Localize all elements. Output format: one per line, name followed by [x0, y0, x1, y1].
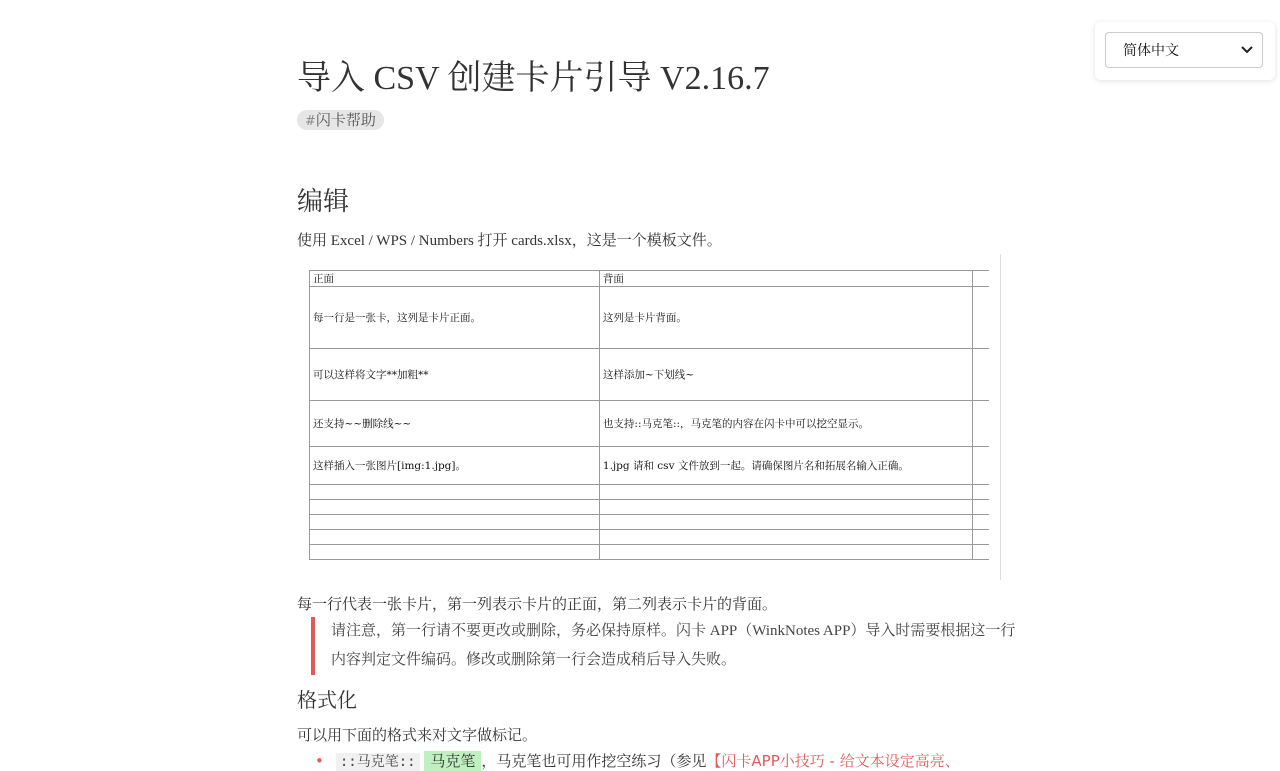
spreadsheet-table: [309, 270, 989, 560]
table-cell: 也支持::马克笔::，马克笔的内容在闪卡中可以挖空显示。: [599, 401, 972, 447]
table-cell: [973, 545, 989, 560]
table-cell: [599, 530, 972, 545]
table-cell: [973, 500, 989, 515]
table-cell: [310, 545, 600, 560]
table-cell: [973, 515, 989, 530]
format-intro-text: 可以用下面的格式来对文字做标记。: [297, 726, 538, 744]
table-cell: [310, 500, 600, 515]
table-cell: [310, 530, 600, 545]
table-row: [310, 500, 990, 515]
table-row: [310, 287, 990, 349]
section-heading-format: 格式化: [297, 688, 357, 712]
table-row: [310, 545, 990, 560]
list-item-text: ，马克笔也可用作挖空练习（参见: [481, 752, 707, 770]
sheet-divider: [1000, 254, 1001, 580]
after-sheet-text: 每一行代表一张卡片，第一列表示卡片的正面，第二列表示卡片的背面。: [297, 595, 778, 613]
table-row: [310, 447, 990, 485]
table-cell: [599, 500, 972, 515]
highlight-mark: 马克笔: [424, 751, 481, 771]
table-cell: [973, 349, 989, 401]
language-select-value: 简体中文: [1123, 43, 1179, 59]
table-row: [310, 515, 990, 530]
tag-label: 闪卡帮助: [315, 111, 376, 129]
note-blockquote: 请注意，第一行请不要更改或删除，务必保持原样。闪卡 APP（WinkNotes APP）导入时需要根据这一行内容判定文件编码。修改或删除第一行会造成稍后导入失败。: [311, 617, 1023, 675]
table-cell: 还支持~~删除线~~: [310, 401, 600, 447]
table-cell: 背面: [599, 271, 972, 287]
table-cell: [599, 515, 972, 530]
table-cell: [973, 530, 989, 545]
bullet-icon: •: [315, 752, 324, 770]
table-cell: 每一行是一张卡，这列是卡片正面。: [310, 287, 600, 349]
table-cell: 可以这样将文字**加粗**: [310, 349, 600, 401]
table-row: [310, 349, 990, 401]
table-cell: [310, 485, 600, 500]
table-row: [310, 271, 990, 287]
table-cell: 这列是卡片背面。: [599, 287, 972, 349]
table-cell: [973, 485, 989, 500]
spreadsheet-image: [301, 254, 1001, 580]
table-cell: [973, 401, 989, 447]
language-selector-panel: [1095, 22, 1275, 80]
page-title: 导入 CSV 创建卡片引导 V2.16.7: [297, 60, 770, 97]
table-cell: 这样插入一张图片[img:1.jpg]。: [310, 447, 600, 485]
tag-badge[interactable]: [297, 110, 384, 130]
table-cell: 1.jpg 请和 csv 文件放到一起。请确保图片名和拓展名输入正确。: [599, 447, 972, 485]
table-cell: [973, 447, 989, 485]
table-row: [310, 530, 990, 545]
language-select[interactable]: [1105, 32, 1263, 68]
table-cell: [599, 545, 972, 560]
table-cell: 正面: [310, 271, 600, 287]
table-cell: 这样添加~下划线~: [599, 349, 972, 401]
section-heading-edit: 编辑: [297, 187, 350, 217]
edit-intro-text: 使用 Excel / WPS / Numbers 打开 cards.xlsx，这是一个模板文件。: [297, 233, 722, 249]
table-cell: [599, 485, 972, 500]
table-cell: [973, 271, 989, 287]
table-row: [310, 485, 990, 500]
tips-link[interactable]: 【闪卡APP小技巧 - 给文本设定高亮、: [706, 752, 960, 770]
tag-hash: #: [305, 114, 316, 129]
table-cell: [310, 515, 600, 530]
table-row: [310, 401, 990, 447]
chevron-down-icon: [1240, 42, 1254, 56]
table-cell: [973, 287, 989, 349]
inline-code: ::马克笔::: [336, 753, 420, 771]
